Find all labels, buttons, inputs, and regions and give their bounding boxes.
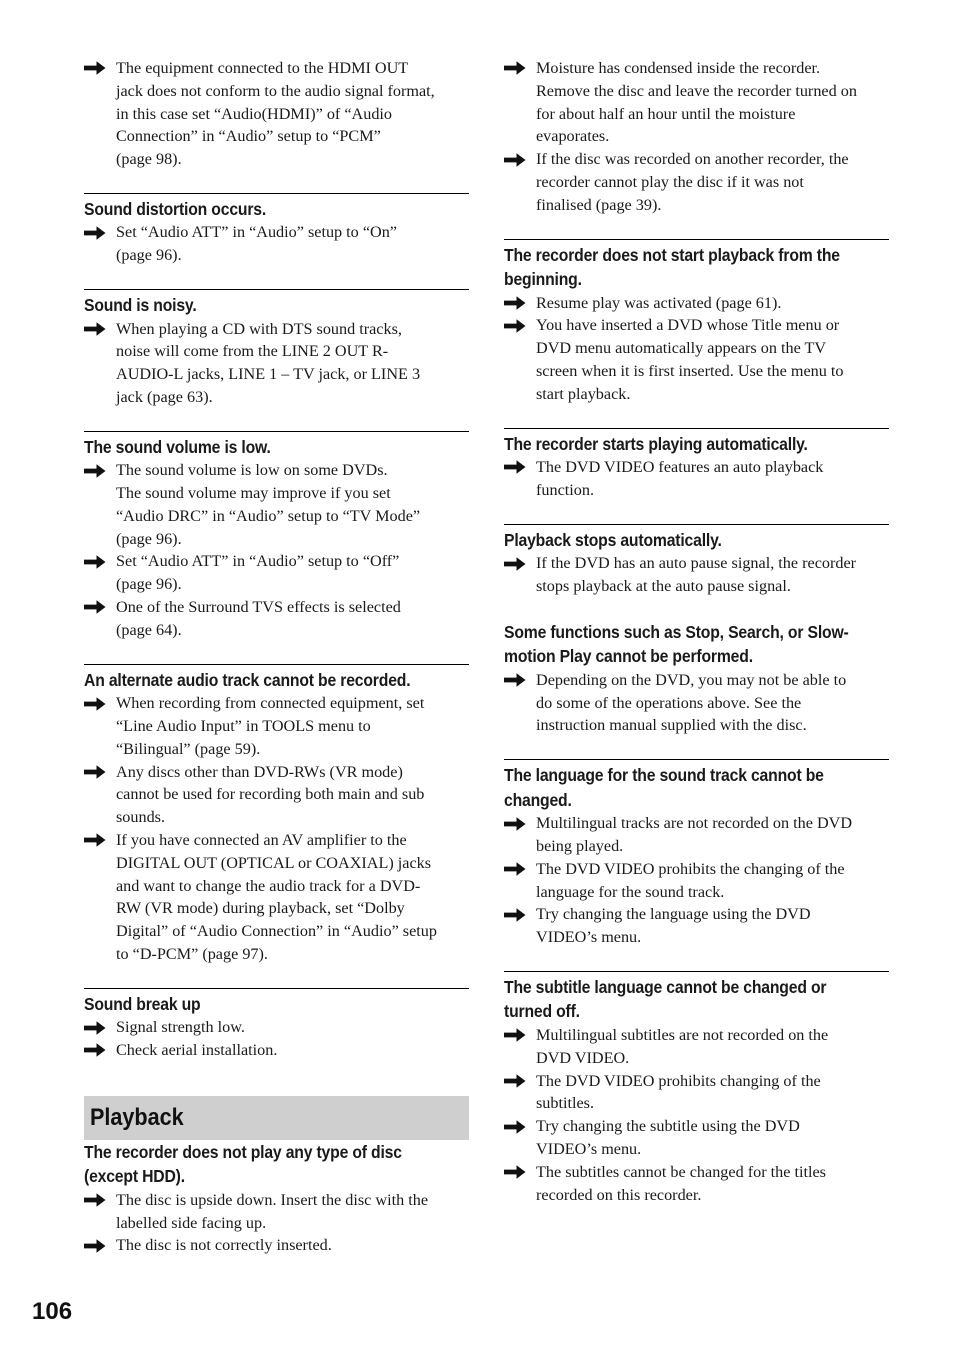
- page-number: 106: [32, 1298, 73, 1325]
- section-heading: Sound break up: [84, 993, 201, 1014]
- text-line: The equipment connected to the HDMI OUT: [116, 59, 409, 77]
- item-text: [116, 459, 420, 550]
- heading-line: beginning.: [504, 269, 582, 290]
- list-item: [504, 292, 889, 315]
- list-item: [84, 318, 469, 409]
- text-line: Multilingual tracks are not recorded on the DVD: [536, 814, 853, 833]
- text-line: The disc is not correctly inserted.: [116, 1236, 332, 1255]
- arrow-bullet-icon: [84, 692, 116, 715]
- playback-banner-title: Playback: [90, 1103, 184, 1131]
- item-text: [536, 292, 781, 315]
- text-line: If the disc was recorded on another recorder, the: [536, 150, 849, 169]
- text-line: Connection” in “Audio” setup to “PCM”: [116, 127, 381, 146]
- text-line: jack (page 63).: [116, 387, 213, 406]
- arrow-bullet-icon: [504, 1115, 536, 1138]
- text-line: being played.: [536, 836, 624, 855]
- heading-line: The recorder does not start playback from the: [504, 244, 840, 265]
- arrow-bullet-icon: [84, 459, 116, 482]
- text-line: AUDIO-L jacks, LINE 1 – TV jack, or LINE 3: [116, 365, 421, 384]
- section-sound-distortion: [84, 193, 469, 267]
- list-item: [504, 1161, 889, 1207]
- list-item: [84, 57, 469, 171]
- arrow-bullet-icon: [504, 669, 536, 692]
- text-line: The sound volume may improve if you set: [116, 484, 391, 503]
- arrow-bullet-icon: [504, 1161, 536, 1184]
- item-text: [536, 1070, 821, 1116]
- item-text: [536, 314, 843, 405]
- list-item: [504, 1024, 889, 1070]
- item-text: [116, 1234, 332, 1257]
- list-item: [84, 221, 469, 267]
- text-line: in this case set “Audio(HDMI)” of “Audio: [116, 104, 393, 123]
- text-line: The disc is upside down. Insert the disc with the: [116, 1190, 429, 1209]
- text-line: “Line Audio Input” in TOOLS menu to: [116, 716, 371, 735]
- item-text: [116, 596, 401, 642]
- text-line: start playback.: [536, 384, 631, 403]
- text-line: stops playback at the auto pause signal.: [536, 576, 791, 595]
- playback-banner: [84, 1096, 469, 1140]
- text-line: DVD VIDEO.: [536, 1048, 630, 1067]
- list-item: [84, 761, 469, 829]
- item-text: [536, 858, 845, 904]
- text-line: and want to change the audio track for a DVD-: [116, 876, 421, 895]
- heading-line: The recorder does not play any type of disc: [84, 1141, 402, 1162]
- text-line: labelled side facing up.: [116, 1213, 267, 1232]
- section-subtitle: [504, 971, 889, 1206]
- section-heading: Sound is noisy.: [84, 295, 197, 316]
- text-line: Signal strength low.: [116, 1018, 245, 1037]
- item-text: [116, 692, 424, 760]
- text-line: The DVD VIDEO features an auto playback: [536, 458, 824, 477]
- arrow-bullet-icon: [84, 221, 116, 244]
- text-line: Remove the disc and leave the recorder turned on: [536, 81, 857, 100]
- section-sound-noisy: [84, 289, 469, 409]
- text-line: Resume play was activated (page 61).: [536, 293, 782, 312]
- heading-line: The subtitle language cannot be changed or: [504, 976, 827, 997]
- section-alternate-audio: [84, 664, 469, 966]
- section-heading: An alternate audio track cannot be recorded.: [84, 669, 411, 690]
- arrow-bullet-icon: [504, 858, 536, 881]
- item-text: [116, 1039, 277, 1062]
- arrow-bullet-icon: [504, 1070, 536, 1093]
- text-line: VIDEO’s menu.: [536, 928, 642, 947]
- section-hdmi-audio: [84, 57, 469, 171]
- list-item: [504, 456, 889, 502]
- text-line: (page 96).: [116, 575, 182, 594]
- text-line: recorder cannot play the disc if it was not: [536, 172, 804, 191]
- section-heading: The recorder starts playing automatically.: [504, 433, 808, 454]
- text-line: RW (VR mode) during playback, set “Dolby: [116, 899, 405, 918]
- text-line: Try changing the language using the DVD: [536, 905, 811, 924]
- text-line: If you have connected an AV amplifier to the: [116, 830, 407, 849]
- text-line: VIDEO’s menu.: [536, 1139, 642, 1158]
- item-text: [116, 318, 420, 409]
- list-item: [84, 1039, 469, 1062]
- text-line: Check aerial installation.: [116, 1041, 278, 1059]
- text-line: Set “Audio ATT” in “Audio” setup to “Off”: [116, 552, 400, 571]
- text-line: If the DVD has an auto pause signal, the recorder: [536, 554, 857, 573]
- text-line: Multilingual subtitles are not recorded on the: [536, 1025, 829, 1044]
- arrow-bullet-icon: [504, 57, 536, 80]
- list-item: [504, 669, 889, 737]
- arrow-bullet-icon: [84, 1234, 116, 1257]
- arrow-bullet-icon: [84, 318, 116, 341]
- item-text: [536, 903, 811, 949]
- item-text: [536, 57, 857, 148]
- item-text: [536, 669, 846, 737]
- left-column: [84, 57, 469, 1257]
- arrow-bullet-icon: [84, 1039, 116, 1062]
- section-not-start-beginning: [504, 239, 889, 406]
- text-line: Try changing the subtitle using the DVD: [536, 1117, 800, 1136]
- arrow-bullet-icon: [504, 903, 536, 926]
- section-volume-low: [84, 431, 469, 642]
- text-line: “Bilingual” (page 59).: [116, 739, 261, 758]
- heading-line: turned off.: [504, 1001, 580, 1022]
- arrow-bullet-icon: [504, 456, 536, 479]
- arrow-bullet-icon: [504, 552, 536, 575]
- text-line: noise will come from the LINE 2 OUT R-: [116, 342, 389, 361]
- list-item: [84, 459, 469, 550]
- item-text: [536, 1024, 828, 1070]
- text-line: The sound volume is low on some DVDs.: [116, 461, 388, 480]
- section-moisture: [504, 57, 889, 217]
- text-line: Moisture has condensed inside the recorder.: [536, 59, 821, 77]
- arrow-bullet-icon: [84, 57, 116, 80]
- list-item: [504, 57, 889, 148]
- text-line: instruction manual supplied with the disc.: [536, 716, 807, 735]
- text-line: The DVD VIDEO prohibits changing of the: [536, 1071, 821, 1090]
- text-line: language for the sound track.: [536, 882, 725, 901]
- text-line: for about half an hour until the moisture: [536, 104, 796, 123]
- text-line: recorded on this recorder.: [536, 1185, 702, 1204]
- list-item: [84, 1016, 469, 1039]
- text-line: Depending on the DVD, you may not be able to: [536, 670, 847, 689]
- section-sound-break: [84, 988, 469, 1062]
- list-item: [504, 148, 889, 216]
- text-line: “Audio DRC” in “Audio” setup to “TV Mode”: [116, 506, 421, 525]
- arrow-bullet-icon: [504, 292, 536, 315]
- text-line: jack does not conform to the audio signal format,: [116, 81, 435, 100]
- list-item: [84, 829, 469, 966]
- arrow-bullet-icon: [84, 829, 116, 852]
- item-text: [536, 552, 856, 598]
- item-text: [116, 550, 399, 596]
- arrow-bullet-icon: [84, 1016, 116, 1039]
- section-language-sound: [504, 759, 889, 949]
- item-text: [536, 148, 849, 216]
- item-text: [116, 1189, 428, 1235]
- list-item: [84, 596, 469, 642]
- item-text: [116, 1016, 245, 1039]
- heading-line: motion Play cannot be performed.: [504, 646, 753, 667]
- list-item: [84, 1234, 469, 1257]
- text-line: subtitles.: [536, 1094, 595, 1113]
- list-item: [504, 812, 889, 858]
- text-line: to “D-PCM” (page 97).: [116, 944, 268, 963]
- item-text: [116, 57, 435, 171]
- section-heading: [84, 1140, 469, 1189]
- item-text: [536, 456, 823, 502]
- heading-line: changed.: [504, 789, 572, 810]
- arrow-bullet-icon: [504, 148, 536, 171]
- section-heading: The sound volume is low.: [84, 436, 271, 457]
- text-line: do some of the operations above. See the: [536, 693, 802, 712]
- section-heading: [504, 620, 889, 669]
- arrow-bullet-icon: [504, 314, 536, 337]
- list-item: [84, 550, 469, 596]
- list-item: [504, 552, 889, 598]
- text-line: DVD menu automatically appears on the TV: [536, 339, 827, 358]
- text-line: When playing a CD with DTS sound tracks,: [116, 319, 402, 338]
- text-line: finalised (page 39).: [536, 195, 662, 214]
- text-line: (page 96).: [116, 246, 182, 265]
- arrow-bullet-icon: [84, 596, 116, 619]
- text-line: Any discs other than DVD-RWs (VR mode): [116, 762, 403, 781]
- section-heading: [504, 243, 889, 292]
- item-text: [116, 829, 437, 966]
- section-some-functions: [504, 620, 889, 737]
- text-line: sounds.: [116, 808, 166, 827]
- heading-line: Some functions such as Stop, Search, or Slow-: [504, 621, 849, 642]
- text-line: DIGITAL OUT (OPTICAL or COAXIAL) jacks: [116, 853, 432, 872]
- section-heading: [504, 975, 889, 1024]
- section-heading: [504, 763, 889, 812]
- section-heading: Playback stops automatically.: [504, 529, 722, 550]
- list-item: [84, 1189, 469, 1235]
- text-line: evaporates.: [536, 127, 610, 146]
- list-item: [504, 1070, 889, 1116]
- list-item: [504, 858, 889, 904]
- text-line: (page 98).: [116, 150, 182, 169]
- text-line: The DVD VIDEO prohibits the changing of the: [536, 859, 845, 878]
- item-text: [116, 221, 397, 267]
- list-item: [504, 903, 889, 949]
- list-item: [504, 1115, 889, 1161]
- text-line: You have inserted a DVD whose Title menu or: [536, 316, 840, 335]
- item-text: [536, 1115, 800, 1161]
- heading-line: (except HDD).: [84, 1166, 185, 1187]
- arrow-bullet-icon: [84, 550, 116, 573]
- arrow-bullet-icon: [504, 812, 536, 835]
- right-column: [504, 57, 889, 1206]
- section-no-play: [84, 1140, 469, 1257]
- text-line: (page 96).: [116, 529, 182, 548]
- heading-line: The language for the sound track cannot be: [504, 765, 824, 786]
- arrow-bullet-icon: [84, 1189, 116, 1212]
- text-line: The subtitles cannot be changed for the titles: [536, 1162, 826, 1181]
- arrow-bullet-icon: [84, 761, 116, 784]
- item-text: [536, 812, 852, 858]
- item-text: [536, 1161, 826, 1207]
- text-line: cannot be used for recording both main and sub: [116, 785, 425, 804]
- text-line: screen when it is first inserted. Use the menu to: [536, 361, 844, 380]
- section-starts-auto: [504, 428, 889, 502]
- text-line: When recording from connected equipment, set: [116, 694, 425, 713]
- text-line: Digital” of “Audio Connection” in “Audio” setup: [116, 922, 437, 941]
- list-item: [504, 314, 889, 405]
- text-line: One of the Surround TVS effects is selected: [116, 598, 401, 617]
- text-line: Set “Audio ATT” in “Audio” setup to “On”: [116, 223, 397, 242]
- arrow-bullet-icon: [504, 1024, 536, 1047]
- text-line: function.: [536, 480, 594, 499]
- section-heading: Sound distortion occurs.: [84, 198, 267, 219]
- item-text: [116, 761, 424, 829]
- list-item: [84, 692, 469, 760]
- text-line: (page 64).: [116, 620, 182, 639]
- section-stops-auto: [504, 524, 889, 598]
